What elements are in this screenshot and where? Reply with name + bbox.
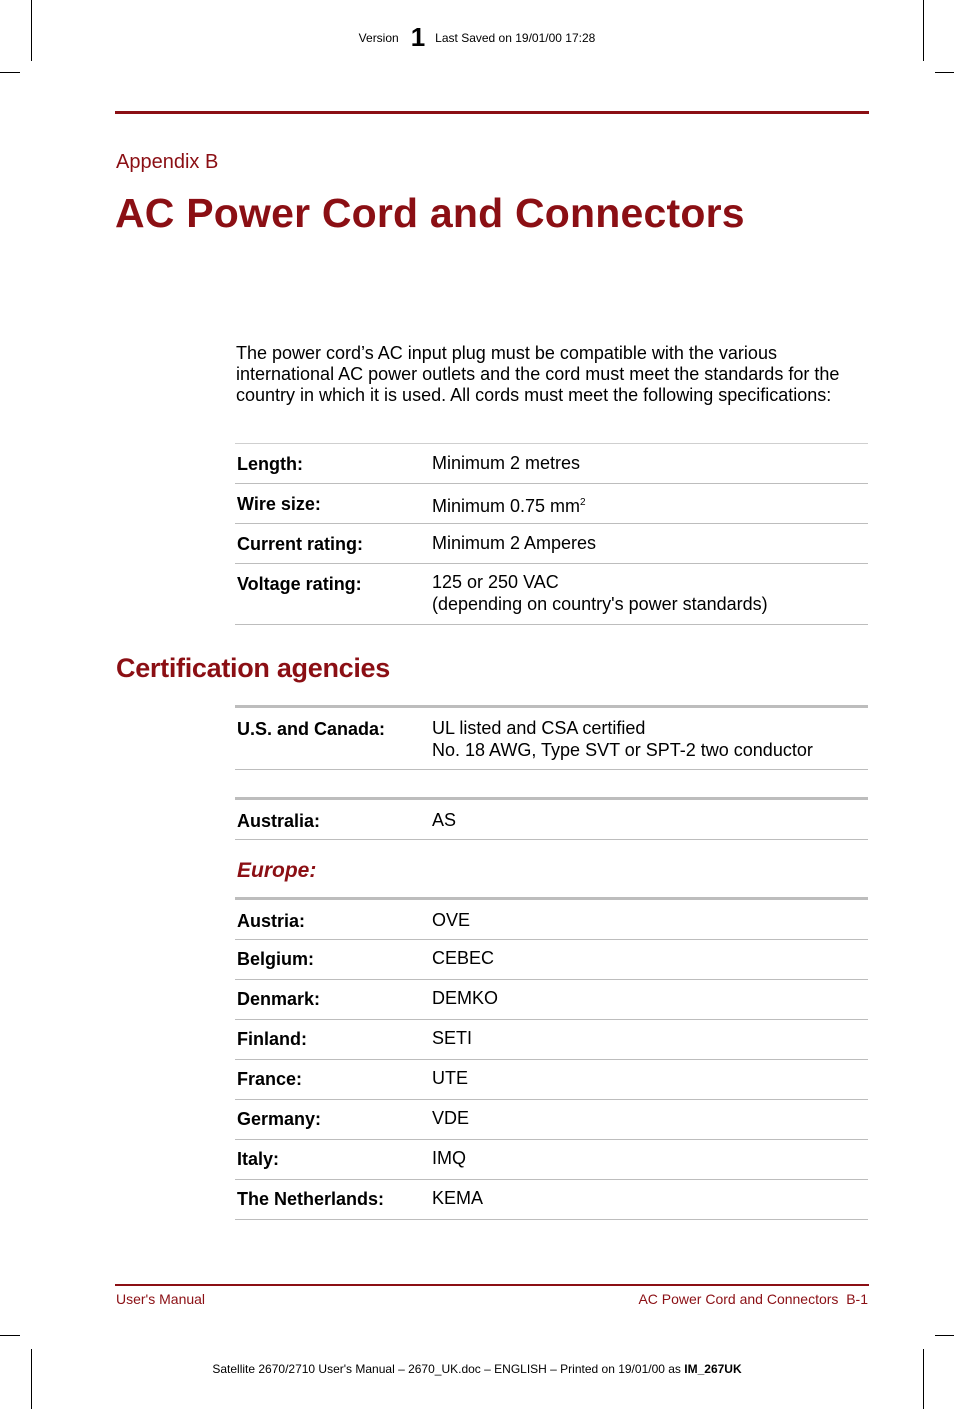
page-title: AC Power Cord and Connectors <box>115 190 745 236</box>
intro-paragraph: The power cord’s AC input plug must be compatible with the various international AC power outlets and the cord must meet the standards for the country in which it is used. All cords must meet the following specifications: <box>236 343 840 405</box>
spec-value: Minimum 2 metres <box>432 453 581 473</box>
spec-value <box>432 492 586 517</box>
crop-mark <box>0 1335 20 1336</box>
spec-label: Voltage rating: <box>237 574 362 594</box>
table-row <box>235 1020 868 1060</box>
table-row <box>235 705 868 770</box>
footer-manual-title: User's Manual <box>116 1291 206 1307</box>
spec-label: Length: <box>237 454 303 474</box>
cert-value-line-2: No. 18 AWG, Type SVT or SPT-2 two conductor <box>432 740 813 760</box>
cert-value: SETI <box>432 1028 473 1048</box>
table-row <box>235 524 868 564</box>
table-row <box>235 1100 868 1140</box>
print-info-text: Satellite 2670/2710 User's Manual – 2670_UK.doc – ENGLISH – Printed on 19/01/00 as <box>212 1362 681 1376</box>
print-code: IM_267UK <box>684 1362 742 1376</box>
version-number: 1 <box>410 22 426 52</box>
print-info <box>0 1362 954 1376</box>
crop-mark <box>935 72 954 73</box>
spec-value: Minimum 2 Amperes <box>432 533 597 553</box>
table-row <box>235 980 868 1020</box>
cert-value <box>432 717 813 761</box>
last-saved-text: Last Saved on 19/01/00 17:28 <box>435 31 596 45</box>
superscript: 2 <box>580 497 586 508</box>
spec-value-text: Minimum 0.75 mm <box>432 496 581 516</box>
appendix-label: Appendix B <box>116 151 219 173</box>
cert-label: Denmark: <box>237 989 321 1009</box>
spec-label: Wire size: <box>237 494 321 514</box>
version-header <box>0 22 954 53</box>
spec-table <box>235 443 868 625</box>
table-row <box>235 1060 868 1100</box>
cert-label: Austria: <box>237 911 306 931</box>
footer-page-label: AC Power Cord and Connectors B-1 <box>638 1291 868 1307</box>
table-row <box>235 1180 868 1220</box>
cert-value: IMQ <box>432 1148 466 1168</box>
version-label: Version <box>358 31 399 45</box>
cert-table-us <box>235 705 868 770</box>
crop-mark <box>0 72 20 73</box>
table-row <box>235 564 868 625</box>
cert-value: DEMKO <box>432 988 499 1008</box>
cert-table-australia <box>235 797 868 840</box>
cert-label: France: <box>237 1069 303 1089</box>
spec-value-line-2: (depending on country's power standards) <box>432 594 768 614</box>
table-row <box>235 443 868 484</box>
cert-label: Germany: <box>237 1109 322 1129</box>
cert-label: The Netherlands: <box>237 1189 385 1209</box>
cert-value: AS <box>432 810 457 830</box>
crop-mark <box>935 1335 954 1336</box>
spec-label: Current rating: <box>237 534 363 554</box>
section-heading: Certification agencies <box>116 653 390 683</box>
cert-label: Italy: <box>237 1149 280 1169</box>
header-rule <box>115 111 869 114</box>
cert-label: Australia: <box>237 811 321 831</box>
cert-value: KEMA <box>432 1188 484 1208</box>
cert-value-line-1: UL listed and CSA certified <box>432 718 646 738</box>
cert-value: UTE <box>432 1068 468 1088</box>
cert-label: Finland: <box>237 1029 307 1049</box>
table-row <box>235 1140 868 1180</box>
cert-label: U.S. and Canada: <box>237 719 386 739</box>
spec-value-line-1: 125 or 250 VAC <box>432 572 559 592</box>
crop-mark <box>31 1349 32 1409</box>
spec-value <box>432 571 768 615</box>
cert-label: Belgium: <box>237 949 315 969</box>
footer-rule <box>115 1284 869 1286</box>
cert-value: OVE <box>432 910 471 930</box>
table-row <box>235 897 868 940</box>
table-row <box>235 940 868 980</box>
cert-value: VDE <box>432 1108 470 1128</box>
cert-value: CEBEC <box>432 948 495 968</box>
cert-table-europe <box>235 897 868 1220</box>
table-row <box>235 797 868 840</box>
europe-heading: Europe: <box>237 859 317 882</box>
table-row <box>235 484 868 524</box>
crop-mark <box>923 1349 924 1409</box>
